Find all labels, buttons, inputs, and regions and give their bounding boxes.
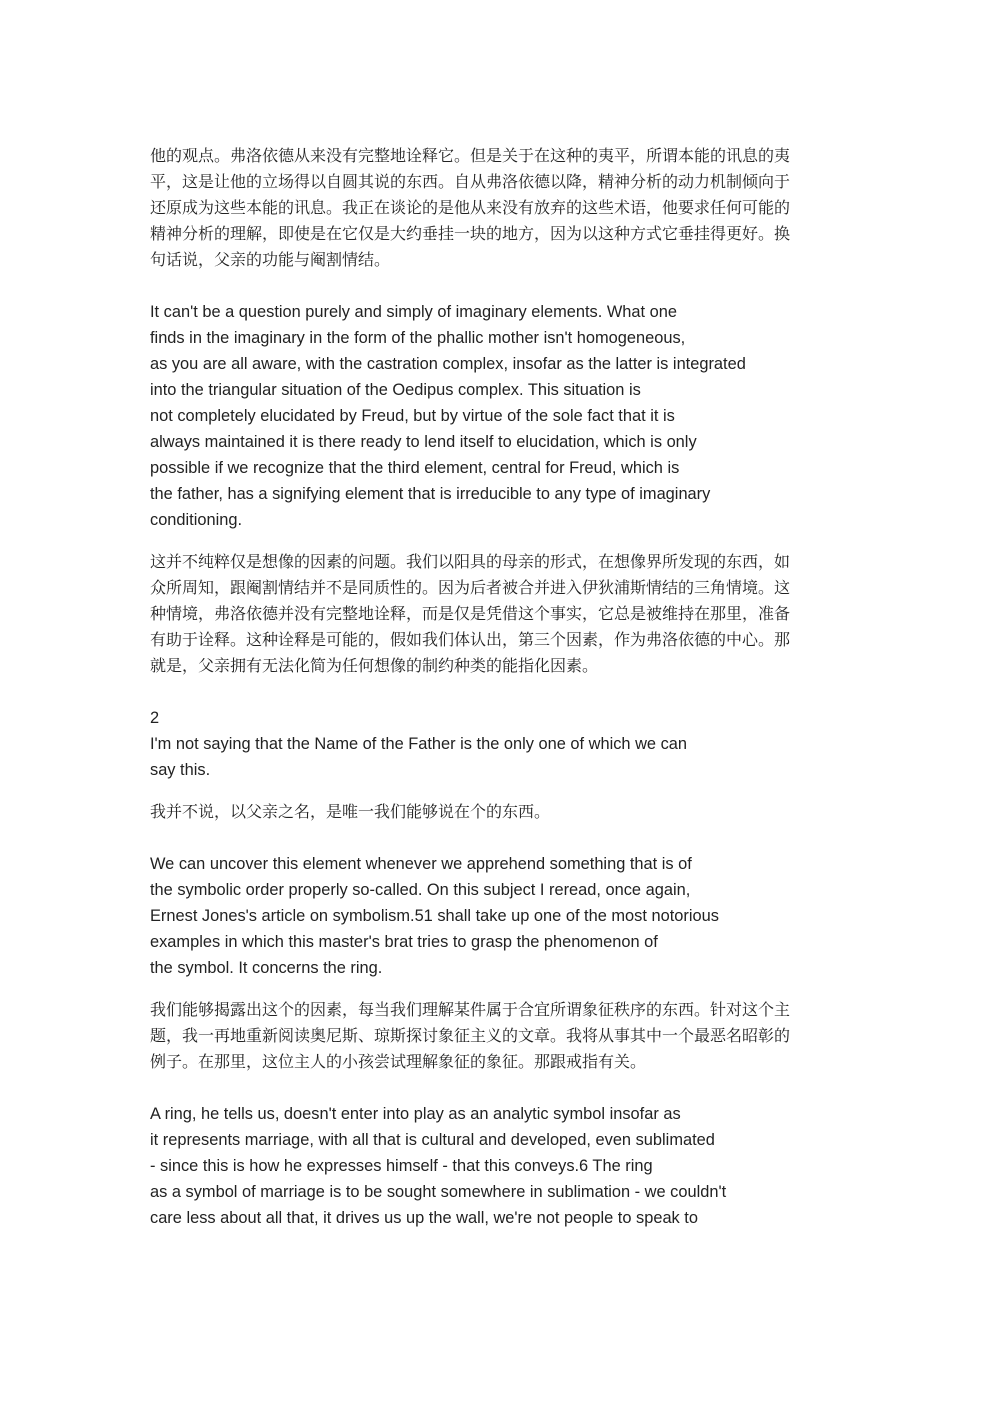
paragraph-zh-1 bbox=[150, 143, 846, 273]
text-line: 我并不说，以父亲之名，是唯一我们能够说在个的东西。 bbox=[150, 802, 551, 821]
text-line: 就是，父亲拥有无法化简为任何想像的制约种类的能指化因素。 bbox=[150, 656, 599, 675]
paragraph-en-4 bbox=[150, 1101, 850, 1231]
text-line: conditioning. bbox=[150, 511, 243, 529]
paragraph-spacer bbox=[150, 679, 850, 705]
text-line: possible if we recognize that the third element, central for Freud, which is bbox=[150, 459, 680, 477]
paragraph-spacer bbox=[150, 981, 850, 997]
text-line: A ring, he tells us, doesn't enter into play as an analytic symbol insofar as bbox=[150, 1105, 681, 1123]
text-line: care less about all that, it drives us up the wall, we're not people to speak to bbox=[150, 1209, 698, 1227]
text-line: the symbol. It concerns the ring. bbox=[150, 959, 383, 977]
paragraph-spacer bbox=[150, 783, 850, 799]
paragraph-spacer bbox=[150, 1075, 850, 1101]
text-line: not completely elucidated by Freud, but by virtue of the sole fact that it is bbox=[150, 407, 675, 425]
text-line: 题，我一再地重新阅读奥尼斯、琼斯探讨象征主义的文章。我将从事其中一个最恶名昭彰的 bbox=[150, 1026, 791, 1045]
section-block bbox=[150, 705, 850, 783]
paragraph-zh-4 bbox=[150, 997, 846, 1075]
text-line: It can't be a question purely and simply of imaginary elements. What one bbox=[150, 303, 677, 321]
text-line: 还原成为这些本能的讯息。我正在谈论的是他从来没有放弃的这些术语，他要求任何可能的 bbox=[150, 198, 791, 217]
paragraph-spacer bbox=[150, 273, 850, 299]
text-line: 这并不纯粹仅是想像的因素的问题。我们以阳具的母亲的形式，在想像界所发现的东西，如 bbox=[150, 552, 791, 571]
text-line: 众所周知，跟阉割情结并不是同质性的。因为后者被合并进入伊狄浦斯情结的三角情境。这 bbox=[150, 578, 791, 597]
text-line: as a symbol of marriage is to be sought somewhere in sublimation - we couldn't bbox=[150, 1183, 727, 1201]
text-line: examples in which this master's brat tries to grasp the phenomenon of bbox=[150, 933, 658, 951]
paragraph-spacer bbox=[150, 533, 850, 549]
text-line: 平，这是让他的立场得以自圆其说的东西。自从弗洛依德以降，精神分析的动力机制倾向于 bbox=[150, 172, 791, 191]
text-line: I'm not saying that the Name of the Father is the only one of which we can bbox=[150, 735, 688, 753]
paragraph-zh-2 bbox=[150, 549, 846, 679]
paragraph-en-1 bbox=[150, 299, 850, 533]
text-line: always maintained it is there ready to lend itself to elucidation, which is only bbox=[150, 433, 697, 451]
paragraph-spacer bbox=[150, 825, 850, 851]
text-line: say this. bbox=[150, 761, 211, 779]
text-line: 例子。在那里，这位主人的小孩尝试理解象征的象征。那跟戒指有关。 bbox=[150, 1052, 647, 1071]
text-line: 精神分析的理解，即使是在它仅是大约垂挂一块的地方，因为以这种方式它垂挂得更好。换 bbox=[150, 224, 791, 243]
text-line: into the triangular situation of the Oedipus complex. This situation is bbox=[150, 381, 641, 399]
text-line: it represents marriage, with all that is cultural and developed, even sublimated bbox=[150, 1131, 715, 1149]
paragraph-en-3 bbox=[150, 851, 850, 981]
text-line: as you are all aware, with the castration complex, insofar as the latter is integrated bbox=[150, 355, 746, 373]
paragraph-zh-3 bbox=[150, 799, 846, 825]
section-number: 2 bbox=[150, 709, 160, 727]
text-line: the symbolic order properly so-called. On this subject I reread, once again, bbox=[150, 881, 691, 899]
text-line: - since this is how he expresses himself - that this conveys.6 The ring bbox=[150, 1157, 653, 1175]
text-line: the father, has a signifying element that is irreducible to any type of imaginary bbox=[150, 485, 711, 503]
text-line: 句话说，父亲的功能与阉割情结。 bbox=[150, 250, 391, 269]
text-line: Ernest Jones's article on symbolism.51 shall take up one of the most notorious bbox=[150, 907, 719, 925]
text-line: 他的观点。弗洛依德从来没有完整地诠释它。但是关于在这种的夷平，所谓本能的讯息的夷 bbox=[150, 146, 791, 165]
text-line: 有助于诠释。这种诠释是可能的，假如我们体认出，第三个因素，作为弗洛依德的中心。那 bbox=[150, 630, 791, 649]
text-line: 我们能够揭露出这个的因素，每当我们理解某件属于合宜所谓象征秩序的东西。针对这个主 bbox=[150, 1000, 791, 1019]
text-line: finds in the imaginary in the form of the phallic mother isn't homogeneous, bbox=[150, 329, 686, 347]
text-line: We can uncover this element whenever we apprehend something that is of bbox=[150, 855, 692, 873]
text-line: 种情境，弗洛依德并没有完整地诠释，而是仅是凭借这个事实，它总是被维持在那里，准备 bbox=[150, 604, 791, 623]
document-page bbox=[150, 143, 850, 1231]
